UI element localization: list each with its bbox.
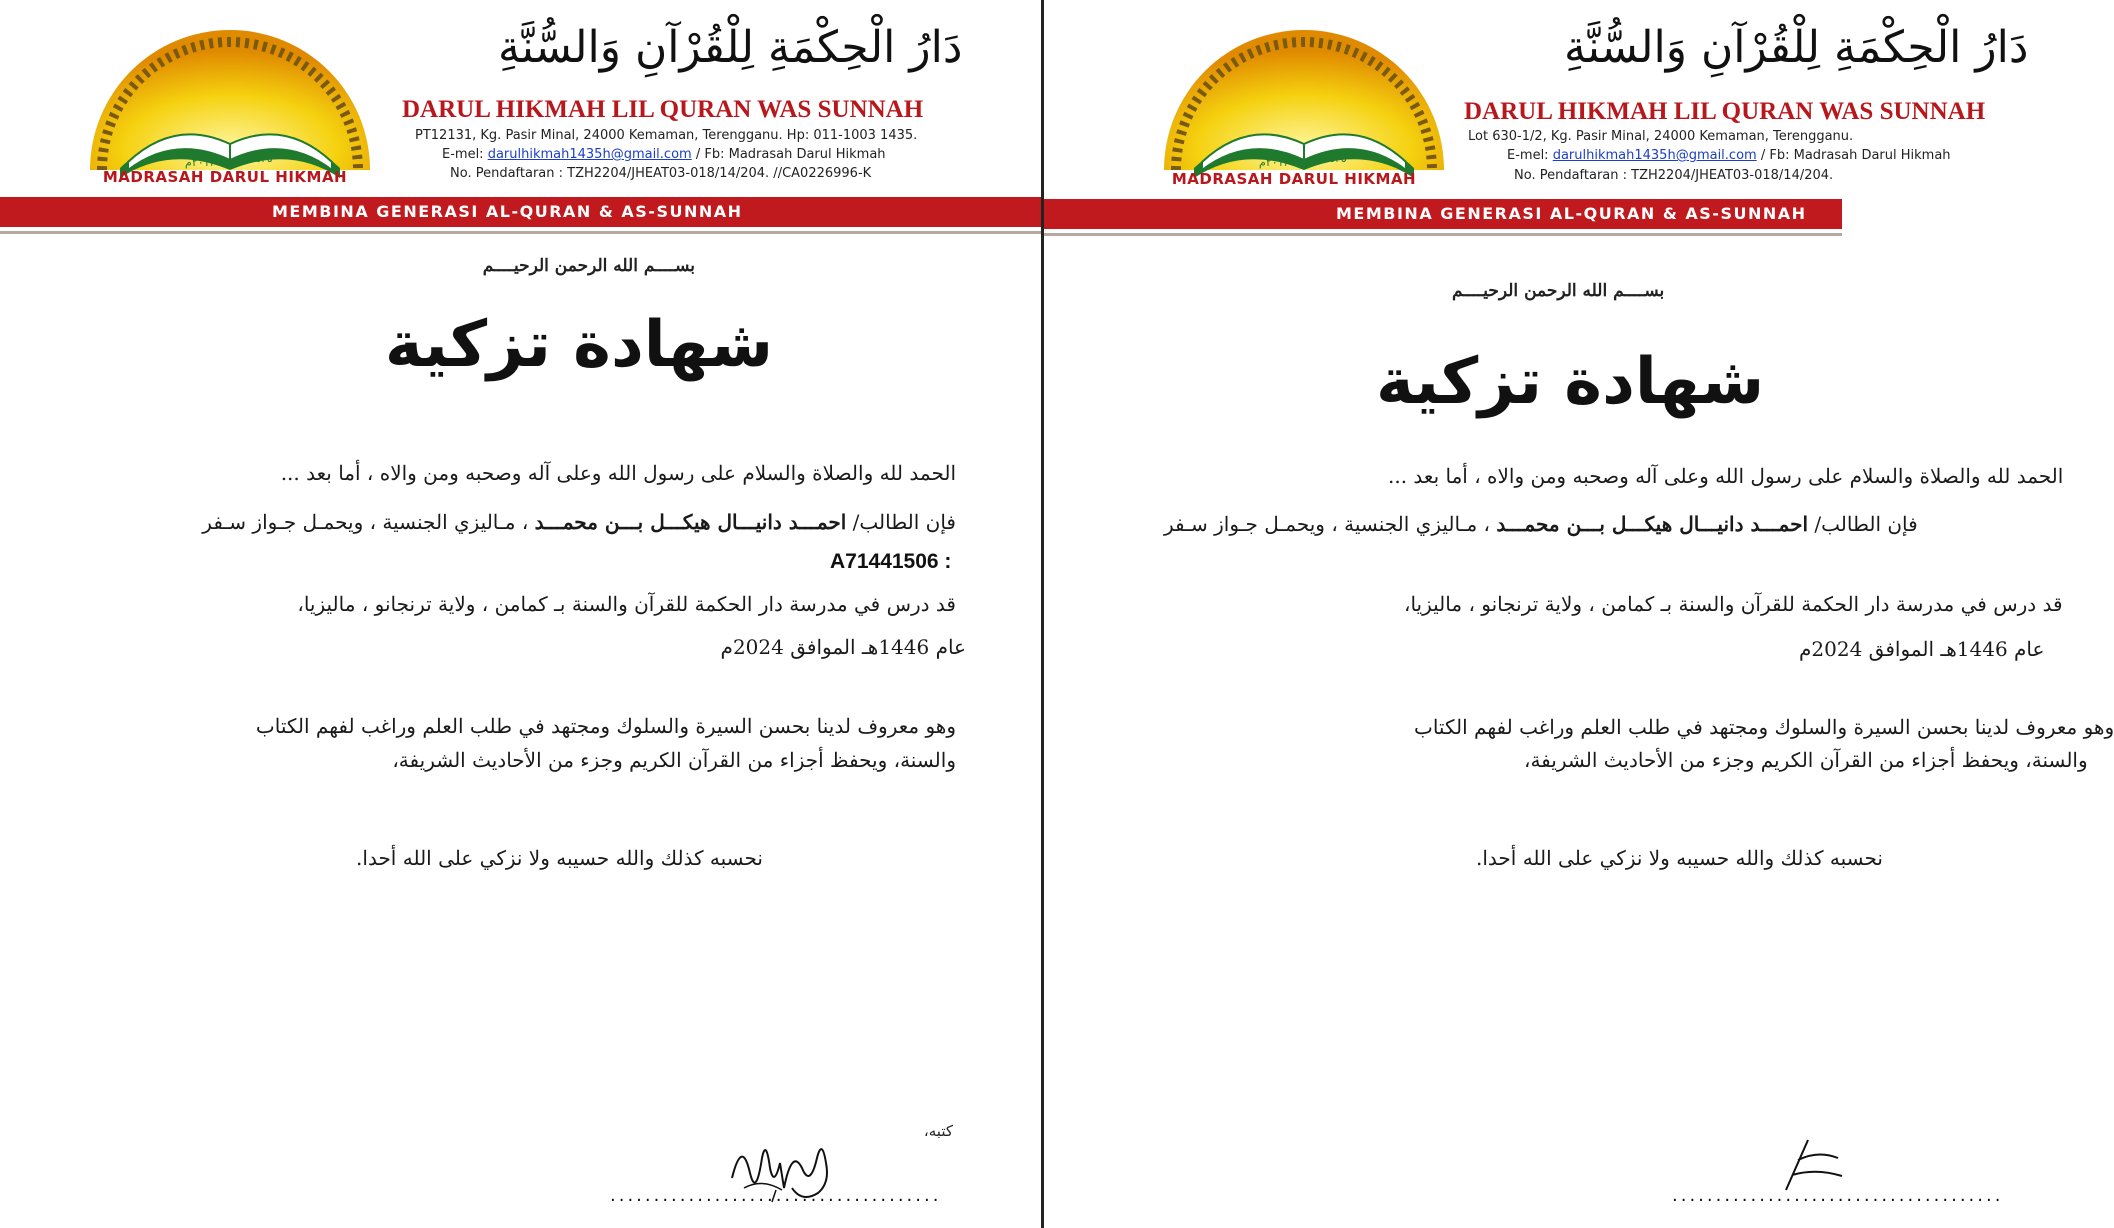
certificate-page-right: [1044, 0, 2114, 1228]
logo-caption: MADRASAH DARUL HIKMAH: [102, 168, 348, 186]
facebook-label: / Fb: Madrasah Darul Hikmah: [1760, 148, 1951, 163]
band-underline: [0, 231, 1041, 234]
student-prefix: فإن الطالب/: [852, 510, 956, 534]
email-label: E-mel:: [442, 147, 484, 162]
opening-line: الحمد لله والصلاة والسلام على رسول الله وعلى آله وصحبه ومن والاه ، أما بعد ...: [280, 461, 956, 485]
study-line: قد درس في مدرسة دار الحكمة للقرآن والسنة بـ كمامن ، ولاية ترنجانو ، ماليزيا،: [1404, 592, 2063, 616]
year-line: عام 1446هـ الموافق 2024م: [720, 635, 966, 659]
basmala: بســــم الله الرحمن الرحيــــم: [1452, 281, 1665, 301]
tagline: MEMBINA GENERASI AL-QURAN & AS-SUNNAH: [1336, 204, 1807, 223]
signature-line: ......................................: [610, 1185, 942, 1206]
email-link[interactable]: darulhikmah1435h@gmail.com: [487, 147, 692, 162]
facebook-label: / Fb: Madrasah Darul Hikmah: [695, 147, 886, 162]
tagline: MEMBINA GENERASI AL-QURAN & AS-SUNNAH: [272, 202, 743, 221]
closing-line: نحسبه كذلك والله حسيبه ولا نزكي على الله أحدا.: [1476, 846, 1883, 870]
arabic-school-name: دَارُ الْحِكْمَةِ لِلْقُرْآنِ وَالسُّنَّةِ: [498, 22, 963, 73]
basmala: بســــم الله الرحمن الرحيــــم: [482, 256, 695, 276]
registration-number: No. Pendaftaran : TZH2204/JHEAT03-018/14/204. //CA0226996-K: [450, 166, 872, 181]
logo-caption: MADRASAH DARUL HIKMAH: [1171, 170, 1417, 188]
student-name: احمـــد دانيـــال هيكـــل بـــن محمـــد: [1496, 512, 1809, 536]
study-line: قد درس في مدرسة دار الحكمة للقرآن والسنة بـ كمامن ، ولاية ترنجانو ، ماليزيا،: [297, 592, 956, 616]
conduct-line: وهو معروف لدينا بحسن السيرة والسلوك ومجتهد في طلب العلم وراغب لفهم الكتاب: [1414, 715, 2114, 739]
certificate-page-left: [0, 0, 1041, 1228]
logo-gregorian-year: ٢٠١٣م: [185, 156, 216, 169]
email-label: E-mel:: [1507, 148, 1549, 163]
certificate-title: شهادة تزكية: [1376, 345, 1765, 419]
student-name: احمـــد دانيـــال هيكـــل بـــن محمـــد: [534, 510, 847, 534]
band-underline: [1044, 233, 1842, 236]
student-nationality: ، مـاليزي الجنسية ، ويحمـل جـواز سـفر: [202, 510, 529, 534]
contact-line: [1507, 148, 1951, 163]
student-nationality: ، مـاليزي الجنسية ، ويحمـل جـواز سـفر: [1164, 512, 1490, 536]
registration-number: No. Pendaftaran : TZH2204/JHEAT03-018/14/204.: [1514, 168, 1834, 183]
arabic-school-name: دَارُ الْحِكْمَةِ لِلْقُرْآنِ وَالسُّنَّةِ: [1564, 22, 2029, 73]
opening-line: الحمد لله والصلاة والسلام على رسول الله وعلى آله وصحبه ومن والاه ، أما بعد ...: [1388, 464, 2064, 488]
written-by-label: كتبه،: [923, 1122, 953, 1140]
passport-number: A71441506 :: [830, 550, 952, 573]
memorization-line: والسنة، ويحفظ أجزاء من القرآن الكريم وجزء من الأحاديث الشريفة،: [1524, 748, 2088, 772]
conduct-line: وهو معروف لدينا بحسن السيرة والسلوك ومجتهد في طلب العلم وراغب لفهم الكتاب: [255, 714, 956, 738]
contact-line: [442, 147, 886, 162]
logo-hijri-year: ١٤٣٥هـ: [240, 152, 273, 165]
school-address: Lot 630-1/2, Kg. Pasir Minal, 24000 Kemaman, Terengganu.: [1468, 129, 1854, 144]
tagline-band: [0, 197, 1041, 227]
closing-line: نحسبه كذلك والله حسيبه ولا نزكي على الله أحدا.: [356, 846, 763, 870]
student-line: [1164, 512, 1918, 536]
memorization-line: والسنة، ويحفظ أجزاء من القرآن الكريم وجزء من الأحاديث الشريفة،: [392, 748, 956, 772]
student-prefix: فإن الطالب/: [1814, 512, 1918, 536]
school-address: PT12131, Kg. Pasir Minal, 24000 Kemaman, Terengganu. Hp: 011-1003 1435.: [415, 128, 918, 143]
logo-gregorian-year: ٢٠١٣م: [1259, 156, 1290, 169]
logo-hijri-year: ١٤٣٥هـ: [1314, 152, 1347, 165]
student-line: [202, 510, 956, 534]
year-line: عام 1446هـ الموافق 2024م: [1799, 637, 2045, 661]
school-name: DARUL HIKMAH LIL QURAN WAS SUNNAH: [402, 96, 924, 123]
email-link[interactable]: darulhikmah1435h@gmail.com: [1552, 148, 1757, 163]
signature-line: ......................................: [1672, 1185, 2004, 1206]
tagline-band: [1044, 199, 1842, 229]
school-name: DARUL HIKMAH LIL QURAN WAS SUNNAH: [1464, 98, 1986, 125]
certificate-title: شهادة تزكية: [384, 308, 773, 382]
